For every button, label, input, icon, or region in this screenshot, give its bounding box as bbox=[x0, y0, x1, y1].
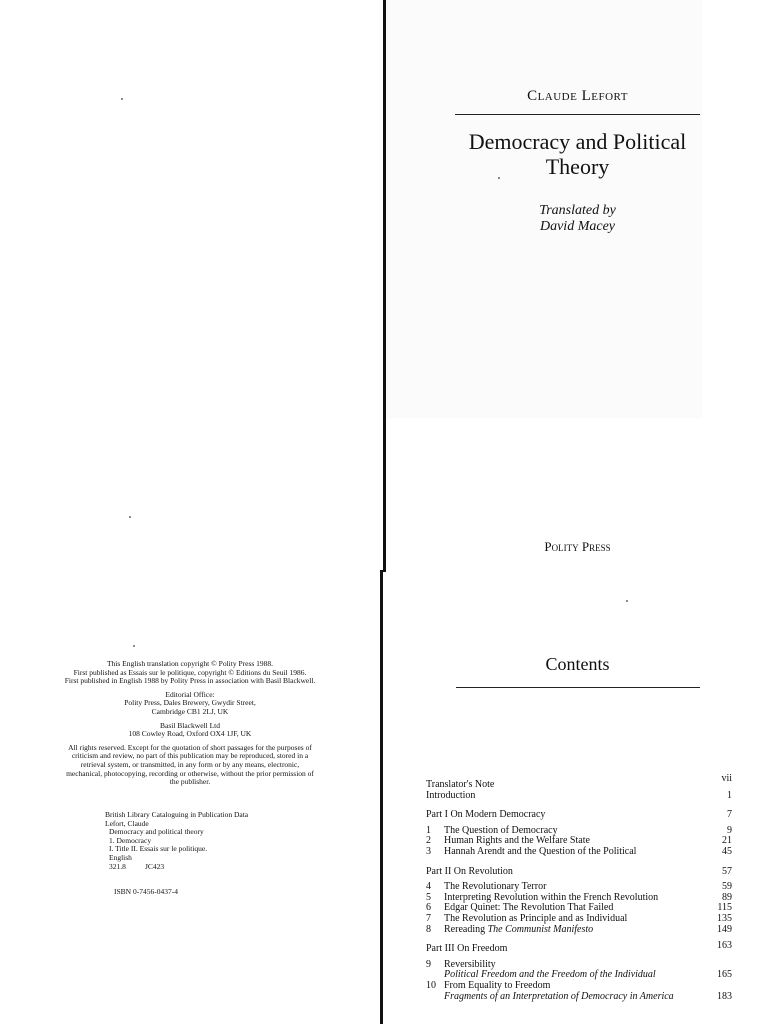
toc-chapter-title: Interpreting Revolution within the French Revolution bbox=[444, 891, 659, 903]
toc-chapter-subtitle: Political Freedom and the Freedom of the Individual bbox=[444, 969, 656, 981]
copyright-line: First published in English 1988 by Polity Press in association with Basil Blackwell. bbox=[64, 676, 316, 686]
book-title-line2: Theory bbox=[545, 154, 610, 179]
toc-part-page: 163 bbox=[717, 940, 732, 952]
page-divider-lower bbox=[380, 570, 383, 1024]
toc-entry-page: 1 bbox=[727, 789, 732, 801]
copyright-line: First published as Essais sur le politique, copyright © Editions du Seuil 1986. bbox=[73, 667, 307, 677]
toc-chapter-number: 8 bbox=[426, 923, 431, 935]
scan-speck bbox=[626, 600, 628, 602]
book-title bbox=[440, 129, 715, 179]
contents-rule bbox=[456, 687, 700, 688]
toc-chapter-title: Reversibility bbox=[444, 958, 496, 970]
copyright-block-3 bbox=[40, 722, 340, 739]
cip-line: Lefort, Claude bbox=[105, 818, 149, 828]
toc-part-title: Part I On Modern Democracy bbox=[426, 809, 546, 821]
toc-chapter-number: 6 bbox=[426, 902, 431, 914]
copyright-line: the publisher. bbox=[169, 777, 211, 787]
toc-chapter-number: 2 bbox=[426, 835, 431, 847]
copyright-block-1 bbox=[40, 660, 340, 686]
toc-chapter-title: Edgar Quinet: The Revolution That Failed bbox=[444, 902, 614, 914]
toc-chapter-subtitle-row bbox=[426, 992, 732, 1003]
translator-line2: David Macey bbox=[539, 219, 616, 234]
copyright-line: Polity Press, Dales Brewery, Gwydir Street, bbox=[124, 698, 256, 708]
toc-chapter-title: The Revolution as Principle and as Individual bbox=[444, 912, 628, 924]
book-title-line1: Democracy and Political bbox=[468, 129, 687, 154]
toc-chapter-page: 149 bbox=[717, 923, 732, 935]
cip-class-1: 321.8 bbox=[109, 861, 126, 871]
cataloguing-data bbox=[105, 811, 248, 871]
copyright-line: criticism and review, no part of this publication may be reproduced, stored in a bbox=[71, 751, 309, 761]
toc-entry bbox=[426, 773, 732, 791]
toc-chapter-number: 1 bbox=[426, 824, 431, 836]
toc-chapter-page: 89 bbox=[722, 891, 732, 903]
toc-part-page: 7 bbox=[727, 809, 732, 821]
toc-chapter-page: 59 bbox=[722, 881, 732, 893]
toc-chapter-number: 9 bbox=[426, 958, 431, 970]
toc-chapter-number: 3 bbox=[426, 845, 431, 857]
toc-chapter-page: 165 bbox=[717, 969, 732, 981]
copyright-block-4 bbox=[40, 744, 340, 787]
toc-chapter-page: 45 bbox=[722, 845, 732, 857]
toc-chapter-page: 21 bbox=[722, 835, 732, 847]
cip-line: 1. Democracy bbox=[109, 835, 152, 845]
toc-entry-title: Translator's Note bbox=[426, 779, 495, 790]
copyright-line: 108 Cowley Road, Oxford OX4 1JF, UK bbox=[128, 729, 252, 739]
copyright-line: Basil Blackwell Ltd bbox=[160, 720, 220, 730]
toc-chapter-page: 183 bbox=[717, 990, 732, 1002]
copyright-block-2 bbox=[40, 691, 340, 717]
toc-chapter-page: 115 bbox=[717, 902, 732, 914]
toc-chapter-number: 7 bbox=[426, 912, 431, 924]
scan-speck bbox=[121, 98, 123, 100]
cip-line: Democracy and political theory bbox=[109, 827, 204, 837]
copyright-line: All rights reserved. Except for the quotation of short passages for the purposes of bbox=[68, 742, 312, 752]
toc-chapter-number: 4 bbox=[426, 881, 431, 893]
toc-part-title: Part II On Revolution bbox=[426, 865, 513, 877]
cip-line: English bbox=[109, 852, 132, 862]
toc-chapter bbox=[426, 847, 732, 858]
toc-chapter-number: 5 bbox=[426, 891, 431, 903]
cip-line: British Library Cataloguing in Publication Data bbox=[105, 810, 249, 819]
title-rule bbox=[455, 114, 700, 115]
copyright-line: Editorial Office: bbox=[165, 689, 215, 699]
cip-line: I. Title II. Essais sur le politique. bbox=[109, 844, 208, 854]
toc-entry bbox=[426, 791, 732, 802]
isbn: ISBN 0-7456-0437-4 bbox=[114, 887, 178, 896]
toc-chapter-title-italic: The Communist Manifesto bbox=[487, 923, 594, 935]
author-name: Claude Lefort bbox=[527, 88, 628, 104]
page-divider-upper bbox=[383, 0, 386, 572]
toc-chapter-title: The Question of Democracy bbox=[444, 824, 558, 836]
toc-entry-title: Introduction bbox=[426, 789, 476, 801]
toc-part bbox=[426, 867, 732, 878]
copyright-line: retrieval system, or transmitted, in any form or by any means, electronic, bbox=[80, 759, 300, 769]
toc-chapter-number: 10 bbox=[426, 979, 436, 991]
copyright-notice bbox=[40, 660, 340, 792]
toc-chapter-title: The Revolutionary Terror bbox=[444, 881, 547, 893]
contents-heading: Contents bbox=[545, 654, 610, 674]
toc-chapter-page: 9 bbox=[727, 824, 732, 836]
copyright-line: mechanical, photocopying, recording or otherwise, without the prior permission of bbox=[66, 768, 314, 778]
toc-part bbox=[426, 940, 732, 955]
toc-chapter bbox=[426, 925, 732, 936]
toc-chapter-title: Human Rights and the Welfare State bbox=[444, 835, 590, 847]
toc-chapter-page: 135 bbox=[717, 912, 732, 924]
copyright-line: Cambridge CB1 2LJ, UK bbox=[151, 706, 229, 716]
toc-part-title: Part III On Freedom bbox=[426, 943, 508, 955]
cip-class-2: JC423 bbox=[145, 861, 165, 871]
cip-classification bbox=[105, 863, 248, 872]
scan-speck bbox=[133, 645, 135, 647]
toc-chapter-title: Rereading bbox=[444, 923, 488, 935]
scan-speck bbox=[498, 177, 500, 179]
toc-chapter-title: From Equality to Freedom bbox=[444, 979, 551, 991]
toc-chapter-title: Hannah Arendt and the Question of the Political bbox=[444, 845, 637, 857]
translator-line1: Translated by bbox=[539, 203, 616, 218]
copyright-line: This English translation copyright © Polity Press 1988. bbox=[106, 659, 274, 668]
toc-part-page: 57 bbox=[722, 865, 732, 877]
toc-chapter-subtitle: Fragments of an Interpretation of Democracy in America bbox=[444, 990, 674, 1002]
toc-entry-page: vii bbox=[721, 773, 732, 784]
toc-part bbox=[426, 810, 732, 821]
publisher-name: Polity Press bbox=[544, 539, 611, 554]
table-of-contents bbox=[426, 773, 732, 1002]
scan-speck bbox=[129, 516, 131, 518]
translator-credit bbox=[455, 203, 700, 235]
